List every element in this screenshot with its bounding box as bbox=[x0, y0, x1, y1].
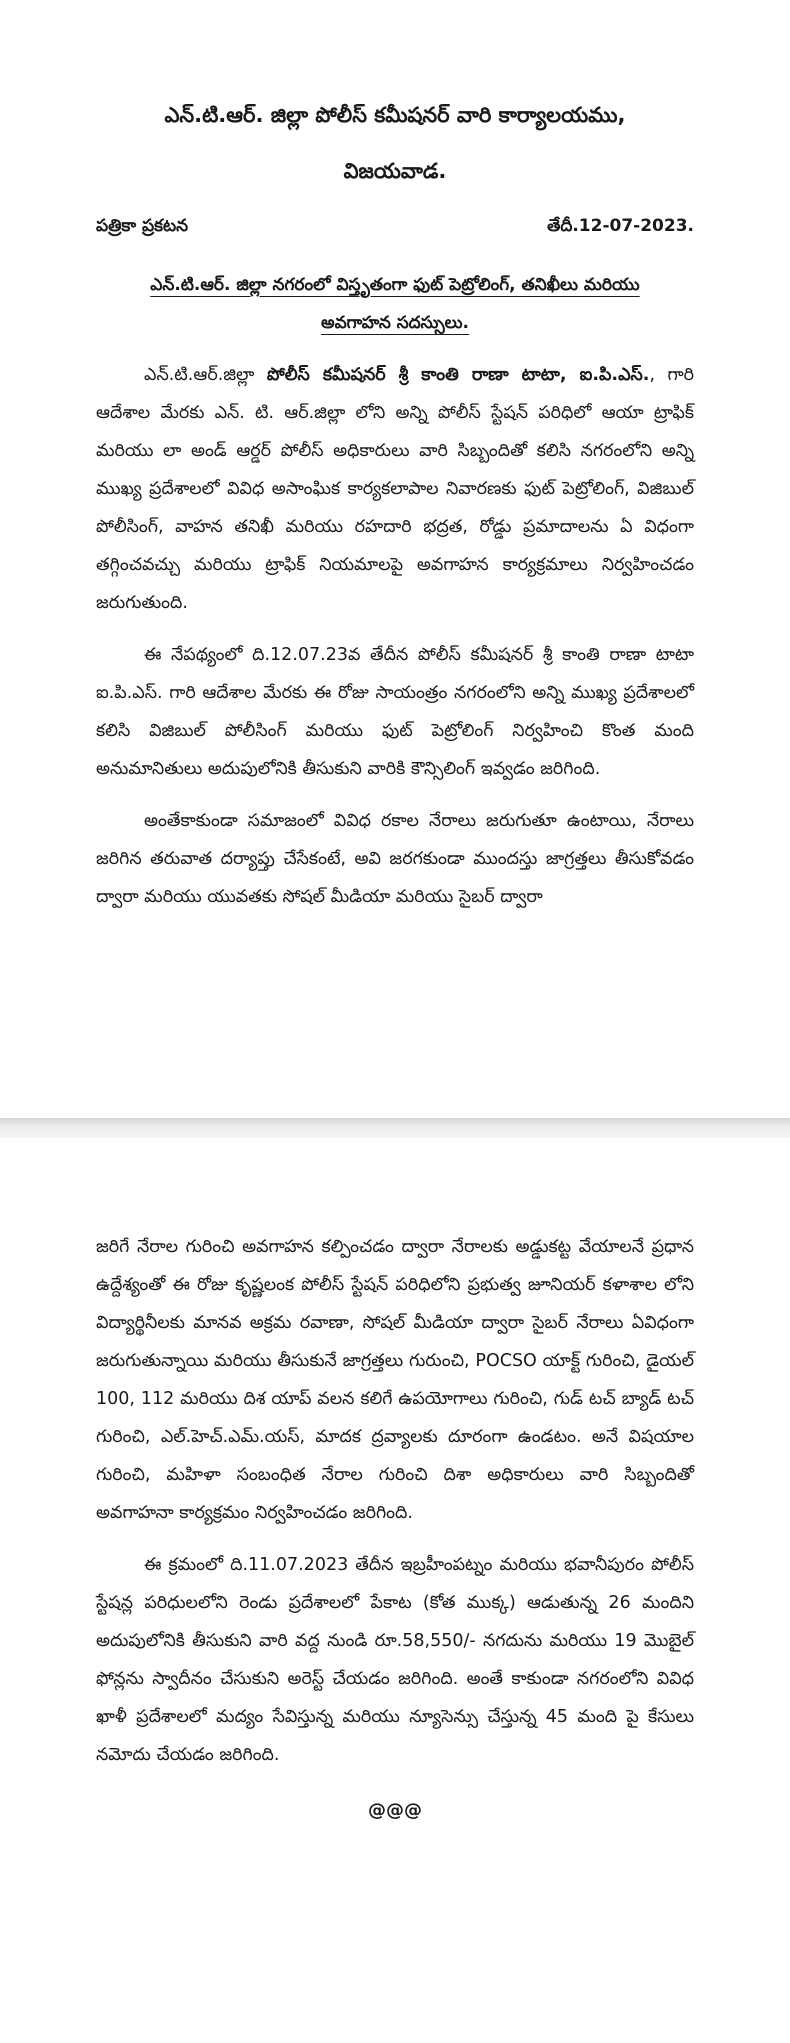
end-marker: @@@ bbox=[368, 1800, 422, 1821]
paragraph-1-prefix: ఎన్.టి.ఆర్.జిల్లా bbox=[144, 365, 267, 385]
document-page-2 bbox=[0, 1138, 790, 2043]
paragraph-1-rest: , గారి ఆదేశాల మేరకు ఎన్. టి. ఆర్.జిల్లా లోని అన్ని పోలీస్ స్టేషన్ పరిధిలో ఆయా ట్రాఫిక్ మరియు లా అండ్ ఆర్డర్ పోలీస్ అధికారులు వారి సిబ్బందితో కలిసి నగరంలోని అన్ని ముఖ్య ప్రదేశాలలో వివిధ అసాంఘిక కార్యకలాపాల నివారణకు ఫుట్ పెట్రోలింగ్, విజిబుల్ పోలీసింగ్, వాహన తనిఖీ మరియు రహదారి భద్రత, రోడ్డు ప్రమాదాలను ఏ విధంగా తగ్గించవచ్చు మరియు ట్రాఫిక్ నియమాలపై అవగాహన కార్యక్రమాలు నిర్వహించడం జరుగుతుంది. bbox=[96, 365, 695, 613]
subject-text: ఎన్.టి.ఆర్. జిల్లా నగరంలో విస్తృతంగా ఫుట్ పెట్రోలింగ్, తనిఖీలు మరియు అవగాహన సదస్సులు. bbox=[150, 275, 640, 333]
page-2-content bbox=[96, 1228, 694, 1821]
press-subject bbox=[125, 266, 665, 342]
paragraph-3-start: అంతేకాకుండా సమాజంలో వివిధ రకాల నేరాలు జరుగుతూ ఉంటాయి, నేరాలు జరిగిన తరువాత దర్యాప్తు చేసేకంటే, అవి జరగకుండా ముందస్తు జాగ్రత్తలు తీసుకోవడం ద్వారా మరియు యువతకు సోషల్ మీడియా మరియు సైబర్ ద్వారా bbox=[96, 811, 694, 907]
office-city: విజయవాడ. bbox=[343, 159, 447, 183]
paragraph-1 bbox=[96, 356, 694, 622]
paragraph-3-continued: జరిగే నేరాల గురించి అవగాహన కల్పించడం ద్వారా నేరాలకు అడ్డుకట్ట వేయాలనే ప్రధాన ఉద్దేశ్యంతో ఈ రోజు కృష్ణలంక పోలీస్ స్టేషన్ పరిధిలోని ప్రభుత్వ జూనియర్ కళాశాల లోని విద్యార్థినీలకు మానవ అక్రమ రవాణా, సోషల్ మీడియా ద్వారా సైబర్ నేరాలు ఏవిధంగా జరుగుతున్నాయి మరియు తీసుకునే జాగ్రత్తలు గురుంచి, POCSO యాక్ట్ గురించి, డైయల్ 100, 112 మరియు దిశ యాప్ వలన కలిగే ఉపయోగాలు గురించి, గుడ్ టచ్ బ్యాడ్ టచ్ గురించి, ఎల్.హెచ్.ఎమ్.యస్, మాదక ద్రవ్యాలకు దూరంగా ఉండటం. అనే విషయాల గురించి, మహిళా సంబంధిత నేరాల గురించి దిశా అధికారులు వారి సిబ్బందితో అవగాహనా కార్యక్రమం నిర్వహించడం జరిగింది. bbox=[96, 1237, 694, 1523]
press-date: తేదీ.12-07-2023. bbox=[547, 216, 694, 236]
page-1-content bbox=[96, 100, 694, 916]
press-meta-row bbox=[96, 216, 694, 240]
paragraph-2: ఈ నేపథ్యంలో ది.12.07.23వ తేదీన పోలీస్ కమీషనర్ శ్రీ కాంతి రాణా టాటా ఐ.పి.ఎస్. గారి ఆదేశాల మేరకు ఈ రోజు సాయంత్రం నగరంలోని అన్ని ముఖ్య ప్రదేశాలలో కలిసి విజిబుల్ పోలీసింగ్ మరియు ఫుట్ పెట్రోలింగ్ నిర్వహించి కొంత మంది అనుమానితులు అదుపులోనికి తీసుకుని వారికి కౌన్సిలింగ్ ఇవ్వడం జరిగింది. bbox=[96, 645, 694, 779]
paragraph-4: ఈ క్రమంలో ది.11.07.2023 తేదీన ఇబ్రహీంపట్నం మరియు భవానీపురం పోలీస్ స్టేషన్ల పరిధులలోని రెండు ప్రదేశాలలో పేకాట (కోత ముక్క) ఆడుతున్న 26 మందిని అదుపులోనికి తీసుకుని వారి వద్ద నుండి రూ.58,550/- నగదును మరియు 19 మొబైల్ ఫోన్లను స్వాదీనం చేసుకుని అరెస్ట్ చేయడం జరిగింది. అంతే కాకుండా నగరంలోని వివిధ ఖాళీ ప్రదేశాలలో మద్యం సేవిస్తున్న మరియు న్యూసెన్సు చేస్తున్న 45 మంది పై కేసులు నమోదు చేయడం జరిగింది. bbox=[96, 1555, 694, 1765]
page-break bbox=[0, 1118, 790, 1138]
press-release-label: పత్రికా ప్రకటన bbox=[96, 216, 189, 236]
office-title: ఎన్.టి.ఆర్. జిల్లా పోలీస్ కమీషనర్ వారి కార్యాలయము, bbox=[164, 103, 626, 127]
commissioner-name: పోలీస్ కమీషనర్ శ్రీ కాంతి రాణా టాటా, ఐ.పి.ఎస్. bbox=[266, 365, 650, 385]
